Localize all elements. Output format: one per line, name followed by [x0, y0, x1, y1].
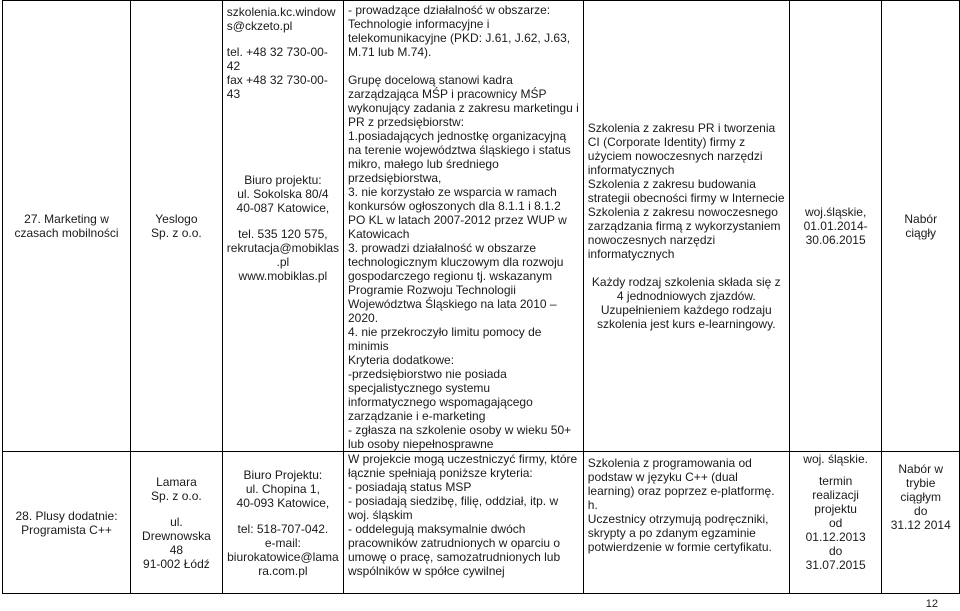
area-time-line: 31.07.2015 — [805, 558, 866, 572]
area-time-line: projektu — [814, 502, 857, 516]
description-cell — [583, 452, 789, 594]
projects-table — [2, 0, 960, 594]
project-name-cell — [3, 452, 131, 594]
contact-line: 40-093 Katowice, — [236, 495, 330, 510]
area-time-cell — [789, 1, 882, 452]
contact-line — [227, 113, 339, 125]
contact-line: 40-087 Katowice, — [236, 201, 330, 215]
target-group-paragraph: W projekcie mogą uczestniczyć firmy, które łącznie spełniają poniższe kryteria: — [348, 452, 578, 480]
table-row — [3, 452, 960, 594]
target-group-paragraph — [348, 59, 579, 73]
area-time-text — [794, 452, 878, 572]
contact-line — [227, 149, 339, 161]
target-group-paragraph: - posiadają siedzibę, filię, oddział, itp. w woj. śląskim — [348, 494, 559, 522]
description-paragraph: Każdy rodzaj szkolenia składa się z 4 jednodniowych zjazdów. — [591, 275, 781, 303]
target-group-paragraph: 3. prowadzi działalność w obszarze technologicznym kluczowym dla rozwoju gospodarczego regionu tj. wskazanym Programie Rozwoju Technologii Województwa Śląskiego na lata 2010 – 2020. — [348, 241, 564, 325]
area-time-line: 01.01.2014- — [803, 219, 868, 233]
recruitment-line: trybie — [906, 476, 936, 490]
organizer-line: Sp. z o.o. — [151, 226, 202, 240]
contact-line — [227, 101, 339, 113]
area-time-line: 01.12.2013 — [805, 530, 866, 544]
area-time-line: od — [828, 516, 843, 530]
area-time-line: do — [828, 544, 843, 558]
contact-block — [227, 468, 339, 578]
contact-cell — [222, 1, 343, 452]
target-group-paragraph: - zgłasza na szkolenie osoby w wieku 50+ lub osoby niepełnosprawne — [348, 423, 572, 451]
contact-line: tel. +48 32 730-00-42 — [226, 45, 328, 73]
contact-line — [227, 161, 339, 173]
description-text — [588, 121, 785, 331]
project-name-cell — [3, 1, 131, 452]
description-paragraph: h. — [587, 498, 598, 512]
recruitment-line: ciągły — [905, 226, 937, 240]
area-time-line: woj.śląskie, — [804, 205, 867, 219]
organizer-line: Yeslogo — [155, 212, 198, 226]
area-time-line — [794, 466, 878, 474]
organizer-line: 91-002 Łódź — [143, 556, 210, 571]
project-name: 28. Plusy dodatnie: Programista C++ — [15, 508, 118, 537]
area-time-line: realizacji — [812, 488, 859, 502]
contact-line: s@ckzeto.pl — [226, 19, 293, 33]
target-group-paragraph: 3. nie korzystało ze wsparcia w ramach konkursów ogłoszonych dla 8.1.1 i 8.1.2 PO KL w latach 2007-2012 przez WUP w Katowicach — [348, 185, 567, 241]
target-group-text — [348, 452, 579, 578]
target-group-paragraph: - posiadają status MSP — [348, 480, 472, 494]
organizer-line: ul. Drewnowska — [142, 514, 211, 543]
organizer-line — [135, 503, 218, 515]
target-group-paragraph: Kryteria dodatkowe: — [348, 353, 455, 367]
recruitment-cell — [882, 452, 960, 594]
contact-line — [227, 33, 339, 45]
contact-line: tel. 535 120 575, — [238, 227, 328, 241]
contact-line — [227, 125, 339, 137]
contact-line: Biuro Projektu: — [243, 467, 323, 482]
organizer-line: Sp. z o.o. — [151, 488, 202, 503]
description-paragraph: Uczestnicy otrzymują podręczniki, skrypty a po zdanym egzaminie potwierdzenie w formie certyfikatu. — [587, 512, 772, 554]
target-group-cell — [344, 452, 584, 594]
area-time-cell — [789, 452, 882, 594]
area-time-line: termin — [818, 474, 853, 488]
contact-block — [227, 5, 339, 283]
target-group-cell — [344, 1, 584, 452]
contact-line: .pl — [276, 255, 290, 269]
target-group-paragraph: 4. nie przekroczyło limitu pomocy de minimis — [348, 325, 542, 353]
contact-line: fax +48 32 730-00-43 — [226, 73, 328, 101]
page-number: 12 — [925, 598, 938, 610]
recruitment-text — [886, 212, 955, 240]
area-time-text — [794, 205, 878, 247]
organizer-block — [135, 475, 218, 571]
target-group-paragraph: 1.posiadających jednostkę organizacyjną na terenie województwa śląskiego i status mikro, małego lub średniego przedsiębiorstwa, — [348, 129, 571, 185]
contact-line: ul. Sokolska 80/4 — [237, 187, 329, 201]
recruitment-line: Nabór — [904, 212, 938, 226]
description-paragraph — [588, 261, 785, 275]
contact-line: Biuro projektu: — [244, 173, 322, 187]
organizer-line: 48 — [169, 542, 184, 557]
description-text — [588, 456, 785, 554]
contact-line: e-mail: — [264, 535, 301, 550]
contact-line — [227, 215, 339, 227]
contact-line — [227, 137, 339, 149]
description-paragraph: Szkolenia z zakresu budowania strategii obecności firmy w Internecie — [587, 177, 785, 205]
target-group-paragraph: - oddelegują maksymalnie dwóch pracowników zatrudnionych w oparciu o umowę o pracę, samozatrudnionych lub wspólników w spółce cywilnej — [348, 522, 561, 578]
target-group-paragraph: - prowadzące działalność w obszarze: Technologie informacyjne i telekomunikacyjne (PKD: J.61, J.62, J.63, M.71 lub M.74). — [348, 3, 571, 59]
target-group-paragraph: -przedsiębiorstwo nie posiada specjalistycznego systemu informatycznego wspomagającego zarządzanie i e-marketing — [348, 367, 533, 423]
project-name: 27. Marketing w czasach mobilności — [14, 212, 119, 240]
contact-line: szkolenia.kc.window — [226, 5, 336, 19]
organizer-cell — [131, 452, 223, 594]
target-group-paragraph: Grupę docelową stanowi kadra zarządzająca MŚP i pracownicy MŚP wykonujący zadania z zakresu marketingu i PR z przedsiębiorstw: — [348, 73, 579, 129]
description-paragraph: Szkolenia z zakresu PR i tworzenia CI (Corporate Identity) firmy z użyciem nowoczesnych narzędzi informatycznych — [587, 121, 776, 177]
contact-line: rekrutacja@mobiklas — [226, 241, 339, 255]
recruitment-line: do — [914, 504, 928, 518]
contact-line: ra.com.pl — [258, 563, 308, 578]
description-paragraph: Szkolenia z zakresu nowoczesnego zarządzania firmą z wykorzystaniem nowoczesnych narzędzi informatycznych — [587, 205, 781, 261]
target-group-text — [348, 3, 579, 451]
area-time-line: woj. śląskie. — [803, 452, 868, 466]
contact-line: tel: 518-707-042. — [237, 521, 329, 536]
recruitment-line: Nabór w — [898, 462, 944, 476]
area-time-line: 30.06.2015 — [805, 233, 866, 247]
description-paragraph: Uzupełnieniem każdego rodzaju szkolenia jest kurs e-learningowy. — [597, 303, 776, 331]
recruitment-cell — [882, 1, 960, 452]
recruitment-line: 31.12 2014 — [890, 518, 951, 532]
contact-line: www.mobiklas.pl — [238, 269, 328, 283]
contact-line — [227, 510, 339, 522]
contact-cell — [222, 452, 343, 594]
recruitment-text — [886, 462, 955, 532]
contact-line: ul. Chopina 1, — [245, 481, 320, 496]
description-paragraph: Szkolenia z programowania od podstaw w języku C++ (dual learning) oraz poprzez e-platformę. — [587, 456, 775, 498]
table-row — [3, 1, 960, 452]
description-cell — [583, 1, 789, 452]
organizer-line: Lamara — [156, 474, 197, 489]
contact-line: biurokatowice@lama — [227, 549, 339, 564]
organizer-cell — [131, 1, 223, 452]
recruitment-line: ciągłym — [900, 490, 942, 504]
